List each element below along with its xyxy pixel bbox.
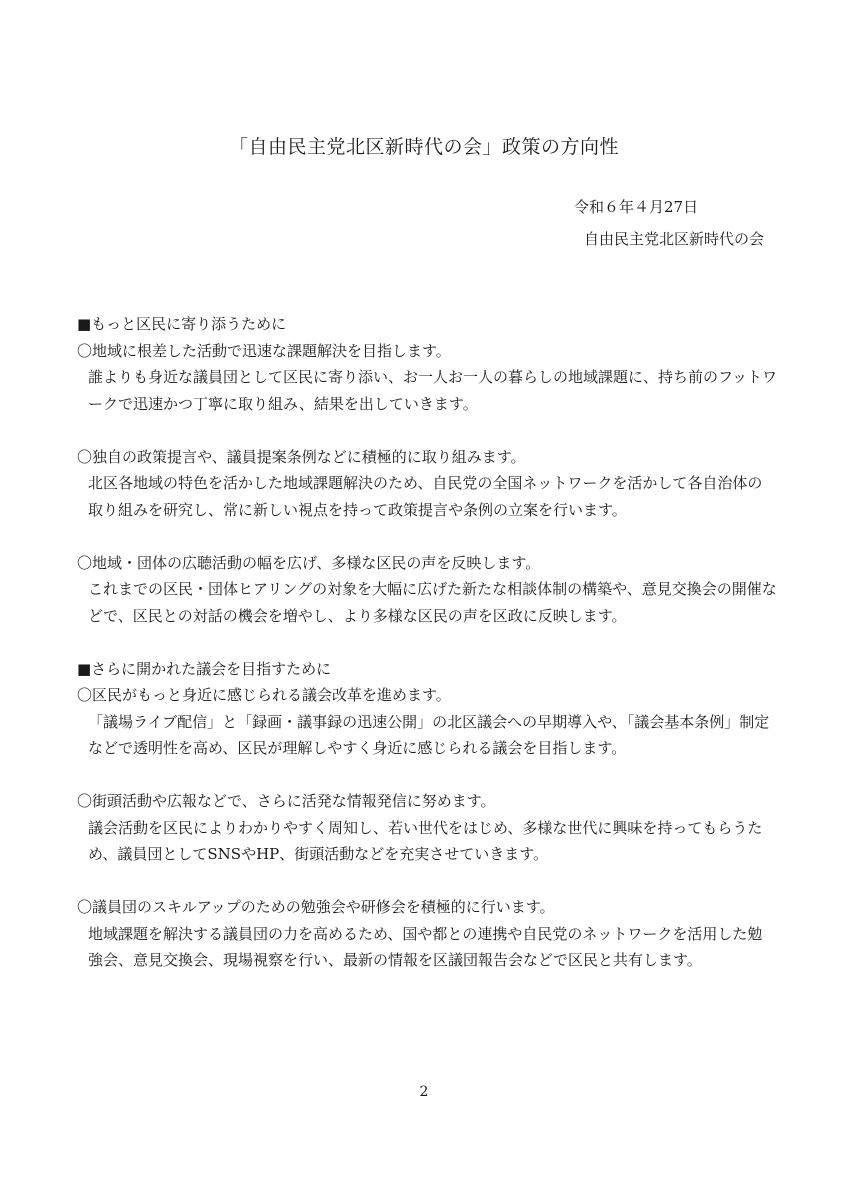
- document-author: 自由民主党北区新時代の会: [584, 230, 765, 248]
- section-heading: ■さらに開かれた議会を目指すために: [77, 659, 332, 678]
- policy-item-heading: 〇議員団のスキルアップのための勉強会や研修会を積極的に行います。: [77, 898, 555, 916]
- policy-item-heading: 〇独自の政策提言や、議員提案条例などに積極的に取り組みます。: [77, 447, 526, 466]
- spacer: [77, 417, 777, 444]
- document-title: 「自由民主党北区新時代の会」政策の方向性: [228, 136, 619, 158]
- spacer: [77, 523, 777, 550]
- policy-item-heading: 〇区民がもっと身近に感じられる議会改革を進めます。: [77, 686, 451, 704]
- policy-item-heading: 〇地域に根差した活動で迅速な課題解決を目指します。: [77, 341, 451, 360]
- policy-item-body: 誰よりも身近な議員団として区民に寄り添い、お一人お一人の暮らしの地域課題に、持ち前のフットワークで迅速かつ丁寧に取り組み、結果を出していきます。: [88, 368, 777, 413]
- page-number: 2: [419, 1084, 429, 1100]
- policy-item-body: これまでの区民・団体ヒアリングの対象を大幅に広げた新たな相談体制の構築や、意見交換会の開催などで、区民との対話の機会を増やし、より多様な区民の声を区政に反映します。: [88, 580, 777, 625]
- spacer: [77, 868, 777, 895]
- policy-item-body: 議会活動を区民によりわかりやすく周知し、若い世代をはじめ、多様な世代に興味を持ってもらうため、議員団としてSNSやHP、街頭活動などを充実させていきます。: [88, 818, 763, 863]
- document-date: 令和６年４月27日: [574, 198, 699, 216]
- policy-item-heading: 〇街頭活動や広報などで、さらに活発な情報発信に努めます。: [77, 792, 496, 810]
- section-heading: ■もっと区民に寄り添うために: [77, 315, 287, 333]
- document-body: [77, 311, 777, 974]
- policy-item-heading: 〇地域・団体の広聴活動の幅を広げ、多様な区民の声を反映します。: [77, 553, 541, 572]
- policy-item-body: 「議場ライブ配信」と「録画・議事録の迅速公開」の北区議会への早期導入や、「議会基本条例」制定などで透明性を高め、区民が理解しやすく身近に感じられる議会を目指します。: [88, 712, 770, 757]
- spacer: [77, 762, 777, 789]
- policy-item-body: 北区各地域の特色を活かした地域課題解決のため、自民党の全国ネットワークを活かして各自治体の取り組みを研究し、常に新しい視点を持って政策提言や条例の立案を行います。: [88, 474, 763, 519]
- spacer: [77, 629, 777, 656]
- policy-item-body: 地域課題を解決する議員団の力を高めるため、国や都との連携や自民党のネットワークを活用した勉強会、意見交換会、現場視察を行い、最新の情報を区議団報告会などで区民と共有します。: [88, 924, 763, 969]
